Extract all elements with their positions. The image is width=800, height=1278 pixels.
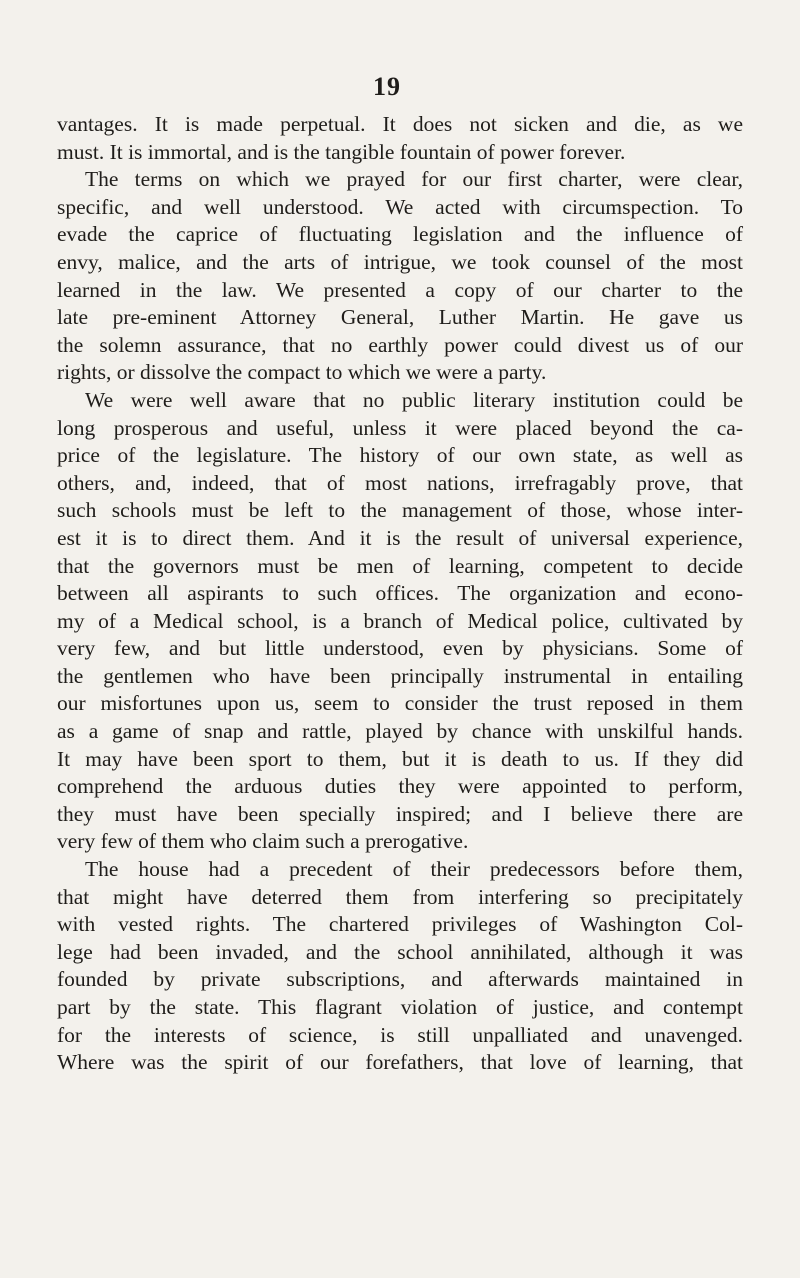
text-line: others, and, indeed, that of most nations, irrefragably prove, that <box>57 470 743 495</box>
text-line: The house had a precedent of their predecessors before them, <box>85 857 743 882</box>
text-line: est it is to direct them. And it is the result of universal experience, <box>57 525 743 550</box>
text-line: part by the state. This flagrant violation of justice, and contempt <box>57 995 743 1019</box>
text-line: comprehend the arduous duties they were appointed to perform, <box>57 774 743 799</box>
text-line: very few of them who claim such a prerogative. <box>57 829 469 854</box>
text-line: such schools must be left to the management of those, whose inter- <box>57 498 743 523</box>
text-line: evade the caprice of fluctuating legislation and the influence of <box>57 222 743 247</box>
text-line: price of the legislature. The history of our own state, as well as <box>57 443 743 468</box>
text-line: learned in the law. We presented a copy of our charter to the <box>57 277 743 302</box>
text-line: that the governors must be men of learning, competent to decide <box>57 553 743 578</box>
text-line: must. It is immortal, and is the tangible fountain of power forever. <box>57 139 626 164</box>
text-line: as a game of snap and rattle, played by chance with unskilful hands. <box>57 719 743 744</box>
page-number: 19 <box>373 72 401 101</box>
text-line: between all aspirants to such offices. The organization and econo- <box>57 581 743 606</box>
text-line: late pre-eminent Attorney General, Luther Martin. He gave us <box>57 305 743 330</box>
text-line: specific, and well understood. We acted with circumspection. To <box>57 194 743 219</box>
text-line: the solemn assurance, that no earthly power could divest us of our <box>57 332 743 357</box>
text-line: the gentlemen who have been principally instrumental in entailing <box>57 663 743 688</box>
text-line: very few, and but little understood, even by physicians. Some of <box>57 636 743 661</box>
text-line: rights, or dissolve the compact to which we were a party. <box>57 360 547 385</box>
text-line: The terms on which we prayed for our first charter, were clear, <box>85 167 743 192</box>
text-line: for the interests of science, is still unpalliated and unavenged. <box>57 1022 743 1047</box>
text-line: We were well aware that no public literary institution could be <box>85 387 743 412</box>
text-line: my of a Medical school, is a branch of Medical police, cultivated by <box>57 608 743 633</box>
text-line: that might have deterred them from interfering so precipitately <box>57 884 743 909</box>
text-line: long prosperous and useful, unless it were placed beyond the ca- <box>57 415 743 440</box>
text-line: our misfortunes upon us, seem to consider the trust reposed in them <box>57 691 743 716</box>
body-text <box>57 111 743 1077</box>
text-line: Where was the spirit of our forefathers, that love of learning, that <box>57 1050 743 1075</box>
text-line: lege had been invaded, and the school annihilated, although it was <box>57 939 743 964</box>
text-line: envy, malice, and the arts of intrigue, we took counsel of the most <box>57 249 743 274</box>
text-line: vantages. It is made perpetual. It does not sicken and die, as we <box>57 112 743 136</box>
text-line: they must have been specially inspired; and I believe there are <box>57 801 743 826</box>
text-line: It may have been sport to them, but it is death to us. If they did <box>57 746 743 771</box>
text-line: with vested rights. The chartered privileges of Washington Col- <box>57 912 743 937</box>
text-line: founded by private subscriptions, and afterwards maintained in <box>57 967 743 992</box>
